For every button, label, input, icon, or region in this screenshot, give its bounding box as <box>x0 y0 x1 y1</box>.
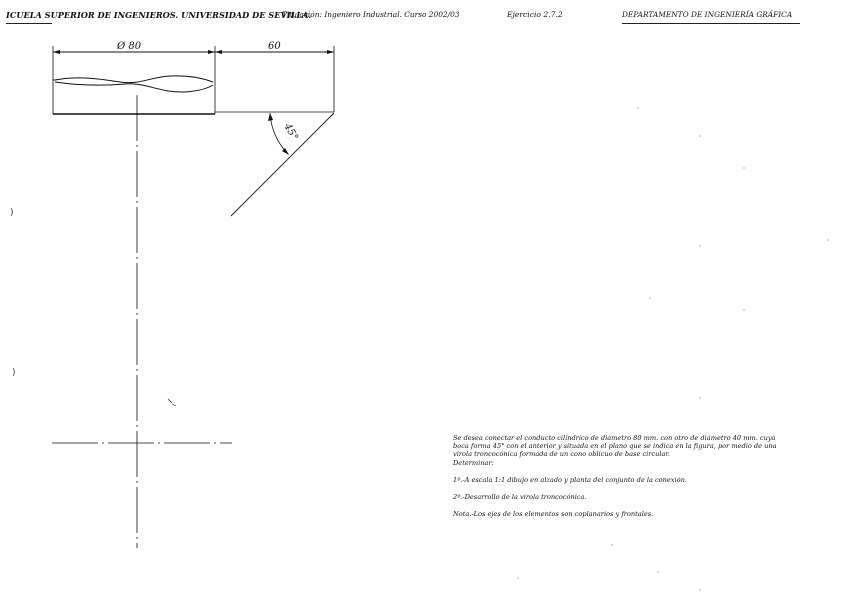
angle-arrow-top <box>268 113 273 121</box>
dim-arrow-mid-right <box>215 50 222 54</box>
statement-intro: Se desea conectar el conducto cilíndrico de diámetro 80 mm. con otro de diámetro 40 mm. cuya boca forma 45° con el anterior y situada en el plano que se indica en la figura, por medio de una virola troncocónica formada de un cono oblicuo de base circular. <box>453 434 777 459</box>
stray-mark-2 <box>172 404 176 406</box>
dim-angle-text: 45° <box>281 121 300 143</box>
header-degree: Titulación: Ingeniero Industrial. Curso 2002/03 <box>282 10 460 19</box>
statement-determine: Determinar: <box>453 458 494 467</box>
header-department: DEPARTAMENTO DE INGENIERÍA GRÁFICA <box>622 10 793 19</box>
margin-mark-lower: ) <box>12 368 16 378</box>
statement-note: Nota.-Los ejes de los elementos son coplanarios y frontales. <box>453 510 654 519</box>
header-school: ICUELA SUPERIOR DE INGENIEROS. UNIVERSIDAD DE SEVILLA. <box>6 10 312 20</box>
statement-item-2: 2º.-Desarrollo de la virola troncocónica. <box>453 493 587 502</box>
angle-arrow-bottom <box>282 148 289 155</box>
cylinder-break-upper <box>55 76 213 83</box>
statement-item-1: 1º.-A escala 1:1 dibujo en alzado y planta del conjunto de la conexión. <box>453 475 687 484</box>
dim-arrow-left <box>53 50 60 54</box>
stray-mark <box>168 399 172 403</box>
problem-statement <box>453 434 793 518</box>
cylinder-break-lower <box>55 82 213 92</box>
dim-arrow-mid-left <box>208 50 215 54</box>
dim-diameter-text: Ø 80 <box>117 41 142 52</box>
dim-arrow-right <box>327 50 334 54</box>
margin-mark-upper: ) <box>10 208 14 218</box>
header-exercise: Ejercicio 2.7.2 <box>507 10 563 19</box>
dim-length-text: 60 <box>268 41 281 52</box>
